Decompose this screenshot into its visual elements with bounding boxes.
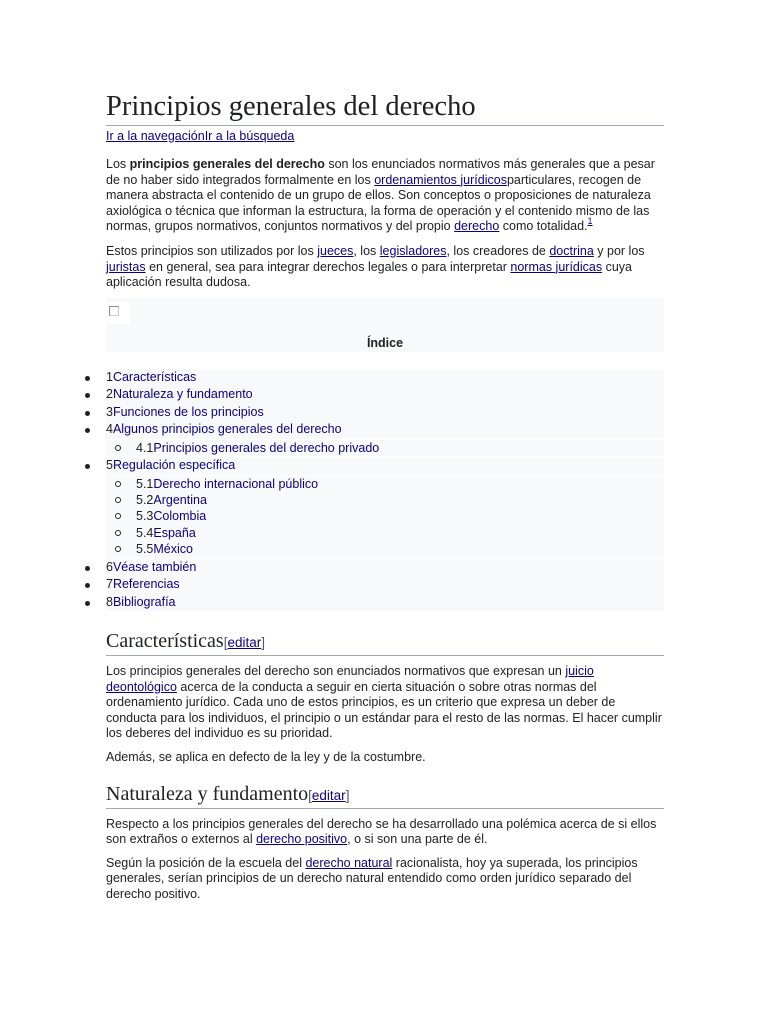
section-heading-naturaleza [106, 782, 664, 809]
toc-number: 6 [106, 559, 113, 574]
toc-subitem[interactable] [106, 508, 664, 524]
jump-to-navigation-link[interactable]: Ir a la navegación [106, 129, 205, 143]
toc-link[interactable]: México [153, 542, 193, 557]
circle-bullet-icon [115, 481, 121, 487]
jump-links [106, 129, 664, 144]
toc-link[interactable]: Bibliografía [112, 594, 176, 609]
text: son los enunciados normativos más generales que a pesar de no haber sido integrados formalmente en los [106, 157, 655, 187]
toc-toggle-checkbox[interactable] [106, 302, 130, 324]
toc-link[interactable]: Regulación específica [112, 458, 236, 473]
text: , los [353, 243, 380, 258]
heading-text: Naturaleza y fundamento [106, 782, 309, 805]
text: como totalidad. [499, 219, 588, 234]
link-ordenamientos-juridicos[interactable]: ordenamientos jurídicos [374, 172, 507, 187]
circle-bullet-icon [115, 497, 121, 503]
bullet-icon [85, 583, 90, 588]
text: Estos principios son utilizados por los [106, 243, 318, 258]
article [106, 90, 664, 903]
toc-item[interactable] [106, 456, 664, 475]
text: , los creadores de [446, 243, 550, 258]
edit-section: [editar] [308, 787, 350, 803]
edit-link[interactable]: editar [311, 787, 346, 803]
toc-number: 5.3 [136, 509, 154, 524]
bullet-icon [85, 464, 90, 469]
toc-header [106, 298, 664, 352]
toc-number: 5.5 [136, 542, 154, 557]
circle-bullet-icon [115, 530, 121, 536]
text: y por los [593, 243, 645, 258]
text: Los [106, 157, 130, 171]
bullet-icon [85, 428, 90, 433]
text: particulares, recogen de manera abstracta el contenido de un grupo de ellos. Son conceptos o proposiciones de naturaleza axiológica o técnica que informan la estructura, la forma de operación y el contenido mismo de las normas, grupos normativos, conjuntos normativos y del propio [106, 172, 651, 234]
toc-link[interactable]: Características [112, 369, 197, 384]
circle-bullet-icon [115, 513, 121, 519]
heading-text: Características [106, 630, 224, 653]
bullet-icon [85, 376, 90, 381]
link-derecho-natural[interactable]: derecho natural [305, 855, 393, 870]
section-2-paragraph-1 [106, 817, 664, 848]
link-doctrina[interactable]: doctrina [549, 243, 594, 258]
toc-link[interactable]: Funciones de los principios [112, 404, 264, 419]
toc-number: 5 [106, 458, 113, 473]
toc-title: Índice [366, 335, 404, 350]
link-jueces[interactable]: jueces [317, 243, 354, 258]
link-juicio[interactable]: juicio [565, 664, 594, 679]
toc-item[interactable] [106, 404, 664, 422]
section-1-paragraph-1 [106, 664, 664, 742]
toc-item[interactable] [106, 369, 664, 387]
toc-subitem[interactable] [106, 541, 664, 557]
toc-link[interactable]: Naturaleza y fundamento [112, 387, 253, 402]
link-derecho-positivo[interactable]: derecho positivo [256, 832, 348, 847]
toc-subitem[interactable] [106, 525, 664, 541]
circle-bullet-icon [115, 445, 121, 451]
toc-number: 4.1 [136, 440, 154, 455]
toc-item[interactable] [106, 558, 664, 577]
intro-paragraph-1 [106, 157, 664, 235]
toc-item[interactable] [106, 576, 664, 594]
checkbox-icon [109, 306, 119, 316]
link-deontologico[interactable]: deontológico [106, 679, 177, 694]
text: en general, sea para integrar derechos legales o para interpretar [145, 259, 511, 274]
link-juristas[interactable]: juristas [106, 259, 146, 274]
toc-item[interactable] [106, 421, 664, 439]
bold-term: principios generales del derecho [129, 157, 325, 171]
toc-number: 5.1 [136, 476, 154, 491]
circle-bullet-icon [115, 546, 121, 552]
link-normas-juridicas[interactable]: normas jurídicas [510, 259, 603, 274]
page-title: Principios generales del derecho [106, 90, 664, 126]
table-of-contents [106, 369, 664, 611]
edit-section: [editar] [223, 635, 266, 651]
section-1-paragraph-2: Además, se aplica en defecto de la ley y de la costumbre. [106, 750, 426, 765]
text: cuya aplicación resulta dudosa. [106, 259, 632, 290]
toc-link[interactable]: Derecho internacional público [153, 476, 319, 491]
reference-link[interactable]: 1 [587, 216, 593, 227]
toc-number: 5.4 [136, 525, 154, 540]
text: acerca de la conducta a seguir en cierta situación o sobre otras normas del ordenamiento jurídico. Cada uno de estos principios, es un criterio que expresa un deber de conducta para los individuos, el principio o un estándar para el resto de las normas. El hacer cumplir los deberes del individuo es su prioridad. [106, 679, 662, 741]
bullet-icon [85, 411, 90, 416]
toc-number: 7 [106, 577, 113, 592]
edit-link[interactable]: editar [227, 635, 262, 651]
toc-number: 5.2 [136, 493, 154, 508]
intro-paragraph-2 [106, 244, 664, 291]
section-2-paragraph-2 [106, 856, 664, 903]
toc-number: 4 [106, 422, 113, 437]
jump-to-search-link[interactable]: Ir a la búsqueda [204, 129, 295, 143]
text: Los principios generales del derecho son enunciados normativos que expresan un [106, 664, 566, 679]
toc-number: 3 [106, 404, 113, 419]
bullet-icon [85, 566, 90, 571]
bullet-icon [85, 393, 90, 398]
toc-number: 8 [106, 594, 113, 609]
toc-number: 2 [106, 387, 113, 402]
text: Respecto a los principios generales del derecho se ha desarrollado una polémica acerca de si ellos son extraños o externos al [106, 816, 657, 847]
toc-item[interactable] [106, 386, 664, 404]
toc-link[interactable]: España [153, 525, 196, 540]
toc-link[interactable]: Principios generales del derecho privado [153, 440, 380, 455]
toc-item[interactable] [106, 594, 664, 612]
toc-subitem[interactable] [106, 475, 664, 492]
text: , o si son una parte de él. [347, 832, 488, 847]
section-heading-caracteristicas [106, 629, 664, 656]
toc-link[interactable]: Algunos principios generales del derecho [112, 422, 342, 437]
toc-link[interactable]: Referencias [112, 577, 180, 592]
toc-subitem[interactable] [106, 492, 664, 508]
bullet-icon [85, 601, 90, 606]
toc-link[interactable]: Colombia [153, 509, 207, 524]
toc-link[interactable]: Véase también [112, 559, 197, 574]
link-derecho[interactable]: derecho [454, 219, 500, 234]
text: racionalista, hoy ya superada, los principios generales, serían principios de un derecho natural entendido como orden jurídico separado del derecho positivo. [106, 855, 638, 902]
toc-subitem[interactable] [106, 439, 664, 456]
text: Según la posición de la escuela del [106, 855, 306, 870]
link-legisladores[interactable]: legisladores [379, 243, 447, 258]
toc-link[interactable]: Argentina [153, 493, 207, 508]
toc-number: 1 [106, 369, 113, 384]
